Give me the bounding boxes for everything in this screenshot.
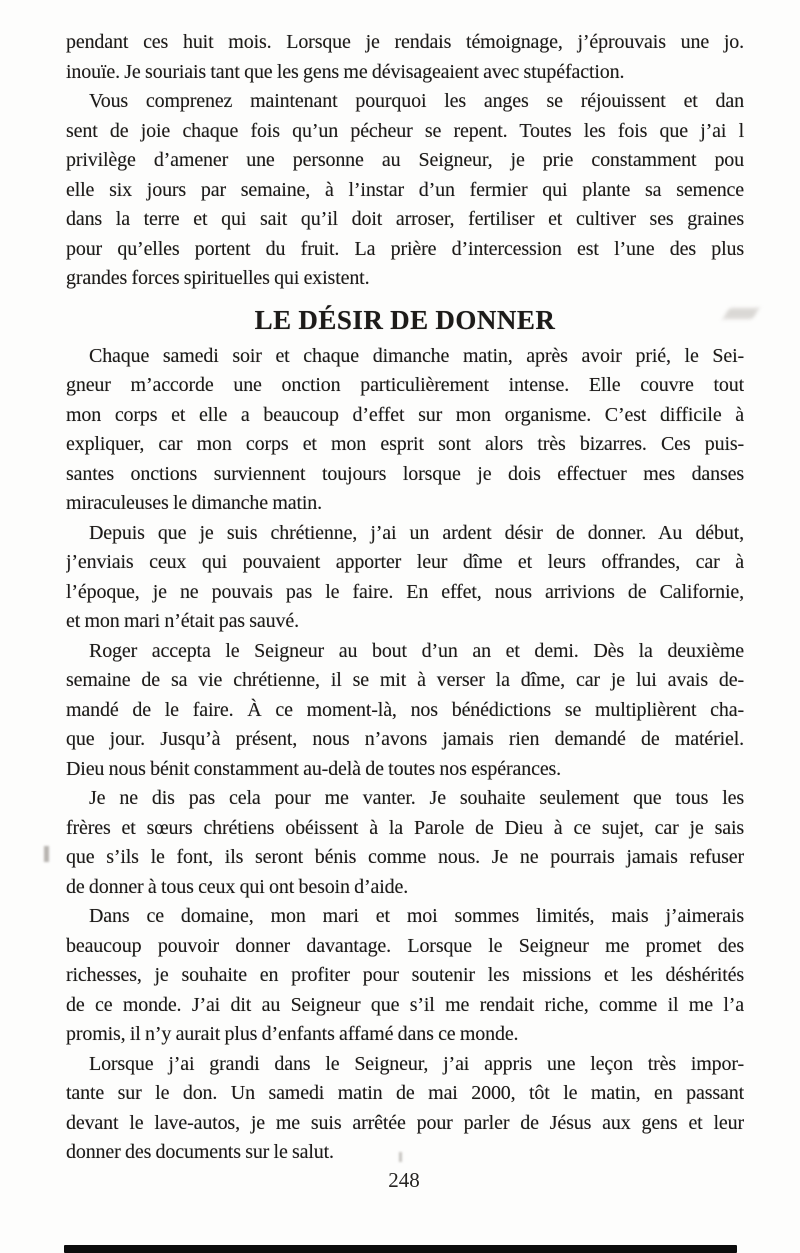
text-line: gneur m’accorde une onction particulièrement intense. Elle couvre tout: [66, 374, 744, 396]
paragraph: [66, 28, 744, 87]
scan-smudge: [723, 308, 759, 319]
text-line: santes onctions surviennent toujours lorsque je dois effectuer mes danses: [66, 462, 744, 485]
text-line: sent de joie chaque fois qu’un pécheur se repent. Toutes les fois que j’ai l: [66, 119, 744, 142]
scan-speck: [399, 1152, 402, 1162]
text-line: inouïe. Je souriais tant que les gens me dévisageaient avec stupéfaction.: [66, 60, 625, 83]
text-line: Depuis que je suis chrétienne, j’ai un ardent désir de donner. Au début,: [89, 521, 744, 544]
text-line: j’enviais ceux qui pouvaient apporter leur dîme et leurs offrandes, car à: [66, 551, 744, 573]
text-line: mandé de le faire. À ce moment-là, nos bénédictions se multiplièrent cha-: [66, 698, 744, 721]
text-line: Chaque samedi soir et chaque dimanche matin, après avoir prié, le Sei-: [89, 344, 744, 367]
text-line: Vous comprenez maintenant pourquoi les anges se réjouissent et dan: [89, 90, 744, 112]
text-line: l’époque, je ne pouvais pas le faire. En effet, nous arrivions de Californie,: [66, 580, 744, 603]
paragraph: [66, 519, 744, 637]
text-line: pour qu’elles portent du fruit. La prière d’intercession est l’une des plus: [66, 237, 744, 260]
text-line: expliquer, car mon corps et mon esprit sont alors très bizarres. Ces puis-: [66, 433, 744, 455]
text-line: de donner à tous ceux qui ont besoin d’aide.: [66, 875, 409, 898]
text-line: dans la terre et qui sait qu’il doit arroser, fertiliser et cultiver ses graines: [66, 208, 744, 230]
text-block: [66, 28, 744, 1168]
text-line: Je ne dis pas cela pour me vanter. Je souhaite seulement que tous les: [89, 787, 744, 809]
scan-artifact-bar: [64, 1245, 737, 1253]
section-heading: LE DÉSIR DE DONNER: [254, 304, 556, 335]
text-line: promis, il n’y aurait plus d’enfants affamé dans ce monde.: [66, 1023, 519, 1045]
text-line: beaucoup pouvoir donner davantage. Lorsque le Seigneur me promet des: [66, 934, 744, 957]
text-line: richesses, je souhaite en profiter pour soutenir les missions et les déshérités: [66, 964, 744, 986]
paragraph: [66, 87, 744, 294]
text-line: devant le lave-autos, je me suis arrêtée pour parler de Jésus aux gens et leur: [66, 1111, 744, 1134]
text-line: Dans ce domaine, mon mari et moi sommes limités, mais j’aimerais: [89, 905, 744, 927]
text-line: que jour. Jusqu’à présent, nous n’avons jamais rien demandé de matériel.: [66, 728, 744, 750]
paragraph: [66, 1050, 744, 1168]
text-line: tante sur le don. Un samedi matin de mai 2000, tôt le matin, en passant: [66, 1082, 744, 1104]
text-line: semaine de sa vie chrétienne, il se mit à verser la dîme, car je lui avais de-: [66, 669, 744, 691]
text-line: que s’ils le font, ils seront bénis comme nous. Je ne pourrais jamais refuser: [66, 846, 744, 868]
text-line: miraculeuses le dimanche matin.: [66, 492, 322, 514]
text-line: donner des documents sur le salut.: [66, 1141, 334, 1163]
text-line: de ce monde. J’ai dit au Seigneur que s’il me rendait riche, comme il me l’a: [66, 993, 744, 1016]
paragraph: [66, 784, 744, 902]
text-line: privilège d’amener une personne au Seigneur, je prie constamment pou: [66, 149, 744, 171]
paragraph: [66, 637, 744, 785]
text-line: pendant ces huit mois. Lorsque je rendais témoignage, j’éprouvais une jo.: [66, 31, 744, 53]
page-number: 248: [388, 1168, 420, 1192]
scan-speck: [44, 846, 49, 862]
text-line: et mon mari n’était pas sauvé.: [66, 610, 299, 632]
text-line: Roger accepta le Seigneur au bout d’un an et demi. Dès la deuxième: [89, 639, 744, 662]
text-line: Lorsque j’ai grandi dans le Seigneur, j’ai appris une leçon très impor-: [89, 1052, 744, 1075]
text-line: Dieu nous bénit constamment au-delà de toutes nos espérances.: [66, 757, 562, 780]
text-line: elle six jours par semaine, à l’instar d’un fermier qui plante sa semence: [66, 178, 744, 201]
text-line: grandes forces spirituelles qui existent.: [66, 267, 370, 289]
text-line: mon corps et elle a beaucoup d’effet sur mon organisme. C’est difficile à: [66, 403, 744, 426]
text-line: frères et sœurs chrétiens obéissent à la Parole de Dieu à ce sujet, car je sais: [66, 816, 744, 839]
paragraph: [66, 342, 744, 519]
paragraph: [66, 902, 744, 1050]
